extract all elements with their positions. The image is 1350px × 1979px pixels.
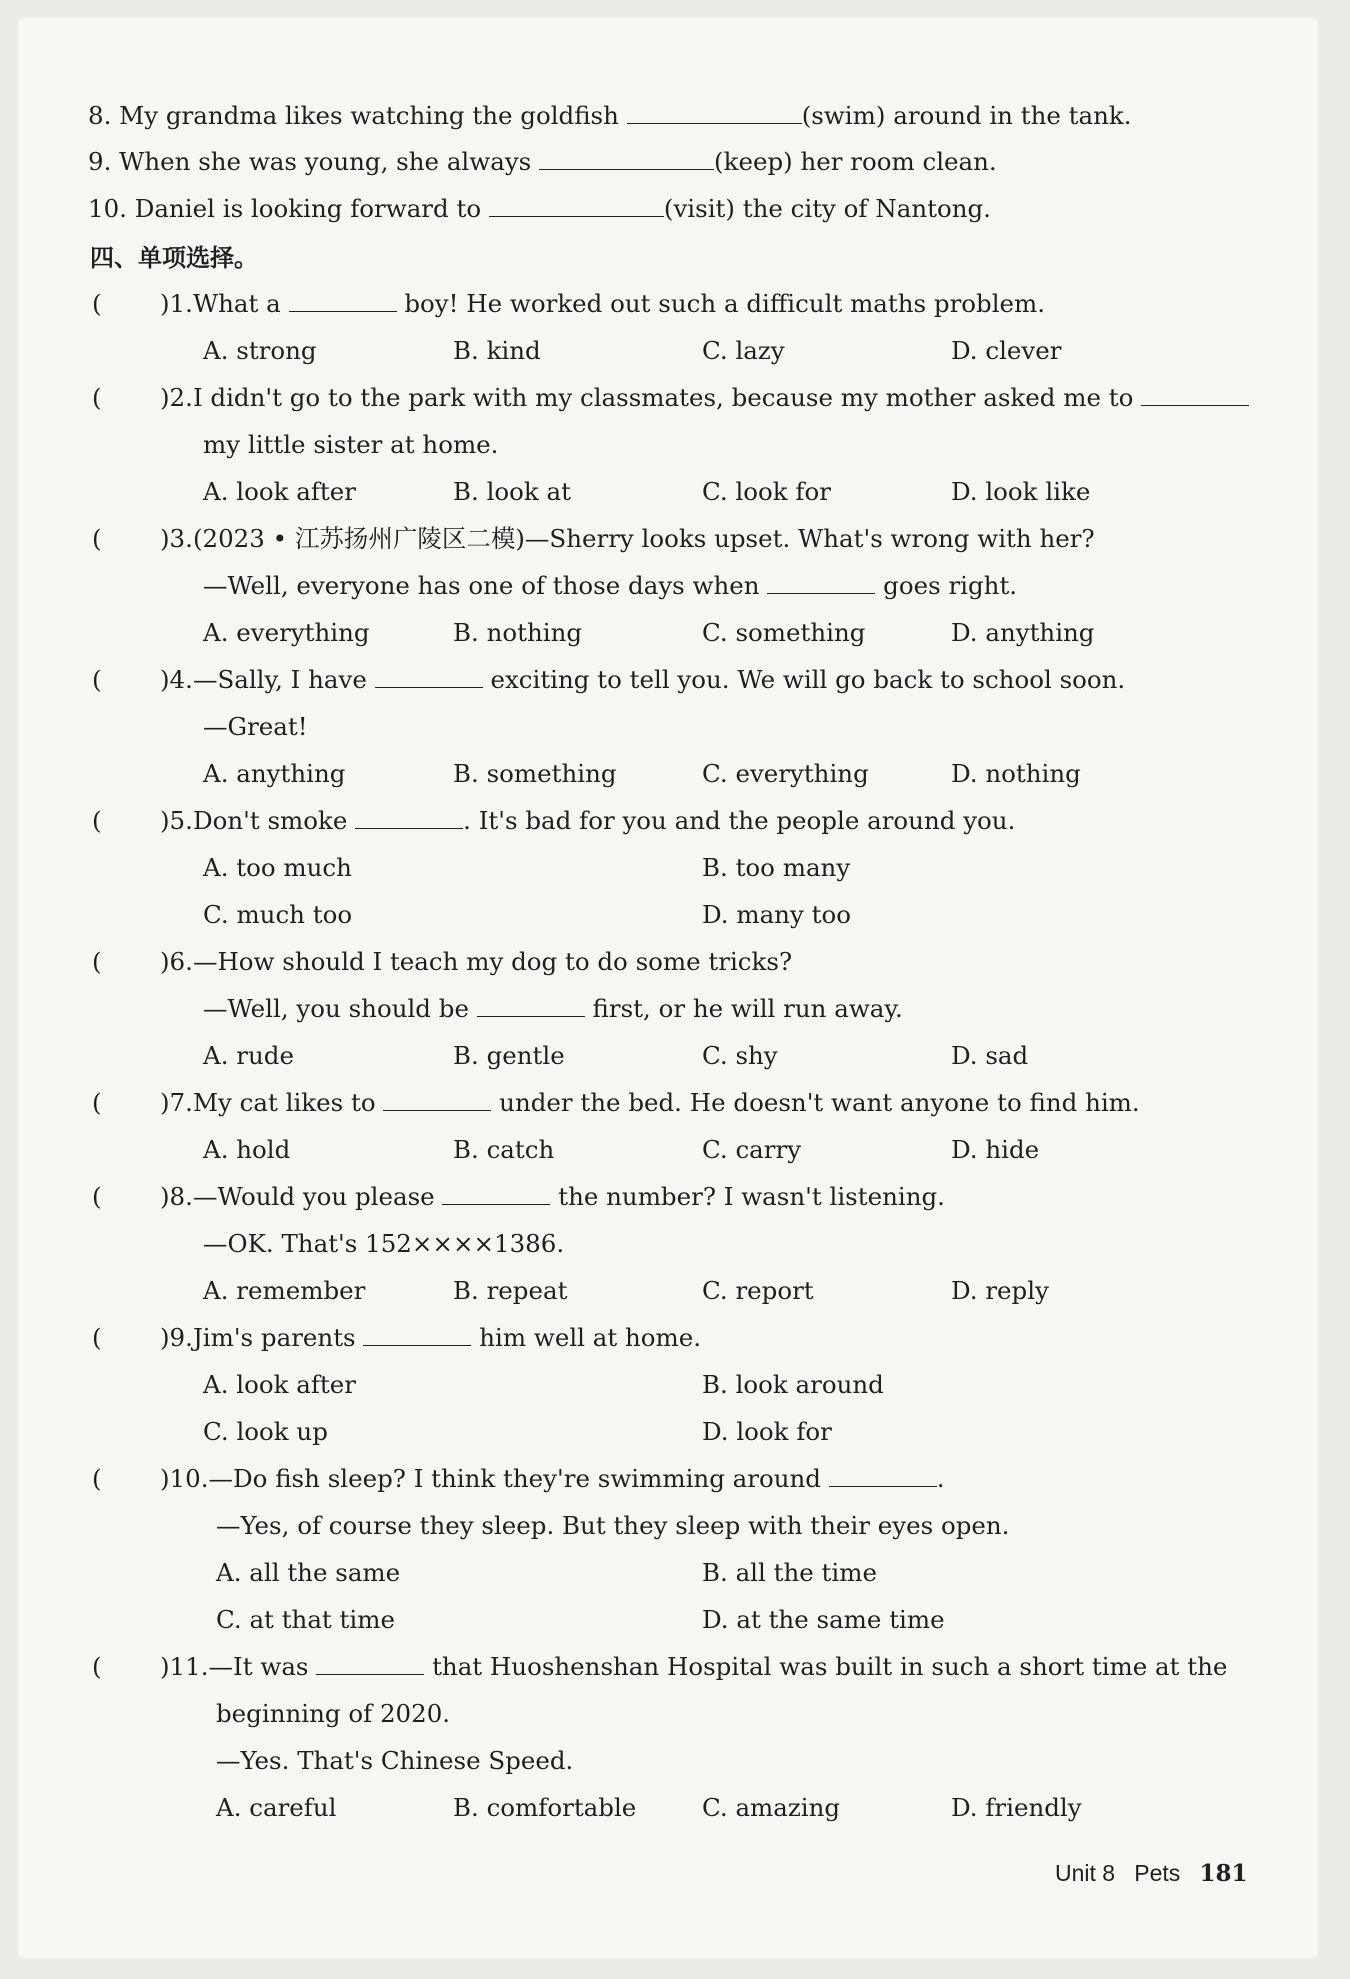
option-c[interactable]: C. at that time: [216, 1605, 395, 1634]
question-11: )11.—It was that Huoshenshan Hospital was built in such a short time at the: [160, 1652, 1228, 1681]
fill-item-10: 10. Daniel is looking forward to (visit) the city of Nantong.: [88, 194, 991, 223]
option-a[interactable]: A. look after: [203, 1370, 356, 1399]
question-11-continued: beginning of 2020.: [216, 1699, 451, 1728]
answer-blank[interactable]: [767, 571, 875, 594]
option-d[interactable]: D. clever: [951, 336, 1062, 365]
answer-paren[interactable]: (: [92, 1088, 102, 1117]
page-number: 181: [1199, 1860, 1248, 1887]
option-a[interactable]: A. remember: [203, 1276, 366, 1305]
question-7: )7.My cat likes to under the bed. He doesn't want anyone to find him.: [160, 1088, 1140, 1117]
answer-blank[interactable]: [355, 806, 463, 829]
option-b[interactable]: B. too many: [702, 853, 851, 882]
answer-paren[interactable]: (: [92, 1652, 102, 1681]
fill-item-9: 9. When she was young, she always (keep) her room clean.: [88, 147, 997, 176]
page-footer: [1055, 1858, 1247, 1889]
answer-paren[interactable]: (: [92, 806, 102, 835]
answer-blank[interactable]: [627, 101, 802, 124]
option-b[interactable]: B. repeat: [453, 1276, 568, 1305]
option-c[interactable]: C. carry: [702, 1135, 802, 1164]
option-a[interactable]: A. strong: [203, 336, 317, 365]
option-b[interactable]: B. nothing: [453, 618, 583, 647]
option-d[interactable]: D. look like: [951, 477, 1091, 506]
answer-blank[interactable]: [289, 289, 397, 312]
option-b[interactable]: B. catch: [453, 1135, 555, 1164]
answer-paren[interactable]: (: [92, 665, 102, 694]
answer-blank[interactable]: [539, 147, 714, 170]
answer-paren[interactable]: (: [92, 524, 102, 553]
option-b[interactable]: B. look at: [453, 477, 572, 506]
question-6-line-2: —Well, you should be first, or he will run away.: [203, 994, 903, 1023]
question-4: )4.—Sally, I have exciting to tell you. We will go back to school soon.: [160, 665, 1126, 694]
question-11-reply: —Yes. That's Chinese Speed.: [216, 1746, 574, 1775]
option-b[interactable]: B. gentle: [453, 1041, 565, 1070]
question-4-continued: —Great!: [203, 712, 308, 741]
answer-paren[interactable]: (: [92, 1323, 102, 1352]
answer-blank[interactable]: [363, 1323, 471, 1346]
answer-blank[interactable]: [316, 1652, 424, 1675]
question-8: )8.—Would you please the number? I wasn't listening.: [160, 1182, 945, 1211]
option-a[interactable]: A. everything: [203, 618, 370, 647]
option-a[interactable]: A. anything: [203, 759, 346, 788]
option-d[interactable]: D. sad: [951, 1041, 1029, 1070]
answer-blank[interactable]: [375, 665, 483, 688]
option-d[interactable]: D. anything: [951, 618, 1095, 647]
answer-paren[interactable]: (: [92, 289, 102, 318]
option-a[interactable]: A. look after: [203, 477, 356, 506]
answer-blank[interactable]: [477, 994, 585, 1017]
option-b[interactable]: B. something: [453, 759, 617, 788]
answer-blank[interactable]: [1141, 383, 1249, 406]
question-1: )1.What a boy! He worked out such a difficult maths problem.: [160, 289, 1046, 318]
question-6: )6.—How should I teach my dog to do some tricks?: [160, 947, 793, 976]
question-10: )10.—Do fish sleep? I think they're swimming around .: [160, 1464, 945, 1493]
section-heading: 四、单项选择。: [90, 244, 258, 272]
footer-unit: Unit 8: [1055, 1860, 1116, 1886]
option-c[interactable]: C. much too: [203, 900, 353, 929]
option-d[interactable]: D. look for: [702, 1417, 832, 1446]
option-c[interactable]: C. report: [702, 1276, 814, 1305]
option-c[interactable]: C. lazy: [702, 336, 785, 365]
fill-item-8: 8. My grandma likes watching the goldfish (swim) around in the tank.: [88, 101, 1132, 130]
option-a[interactable]: A. too much: [203, 853, 352, 882]
option-d[interactable]: D. reply: [951, 1276, 1049, 1305]
answer-blank[interactable]: [829, 1464, 937, 1487]
question-2: )2.I didn't go to the park with my classmates, because my mother asked me to: [160, 382, 1249, 414]
option-a[interactable]: A. hold: [203, 1135, 291, 1164]
footer-title: Pets: [1134, 1860, 1181, 1886]
option-c[interactable]: C. shy: [702, 1041, 778, 1070]
question-9: )9.Jim's parents him well at home.: [160, 1323, 702, 1352]
option-c[interactable]: C. look for: [702, 477, 831, 506]
option-c[interactable]: C. everything: [702, 759, 869, 788]
question-3-line-2: —Well, everyone has one of those days when goes right.: [203, 571, 1018, 600]
question-8-continued: —OK. That's 152××××1386.: [203, 1229, 565, 1258]
option-b[interactable]: B. look around: [702, 1370, 884, 1399]
option-c[interactable]: C. look up: [203, 1417, 328, 1446]
option-a[interactable]: A. careful: [216, 1793, 337, 1822]
answer-blank[interactable]: [383, 1088, 491, 1111]
answer-paren[interactable]: (: [92, 383, 102, 412]
answer-paren[interactable]: (: [92, 947, 102, 976]
option-d[interactable]: D. friendly: [951, 1793, 1082, 1822]
answer-paren[interactable]: (: [92, 1182, 102, 1211]
answer-blank[interactable]: [442, 1182, 550, 1205]
option-a[interactable]: A. rude: [203, 1041, 294, 1070]
question-10-continued: —Yes, of course they sleep. But they sleep with their eyes open.: [216, 1511, 1010, 1540]
option-c[interactable]: C. amazing: [702, 1793, 841, 1822]
option-d[interactable]: D. at the same time: [702, 1605, 945, 1634]
option-c[interactable]: C. something: [702, 618, 866, 647]
option-d[interactable]: D. hide: [951, 1135, 1040, 1164]
option-b[interactable]: B. kind: [453, 336, 541, 365]
option-d[interactable]: D. nothing: [951, 759, 1081, 788]
question-5: )5.Don't smoke . It's bad for you and the people around you.: [160, 806, 1016, 835]
option-b[interactable]: B. all the time: [702, 1558, 877, 1587]
option-b[interactable]: B. comfortable: [453, 1793, 637, 1822]
answer-blank[interactable]: [489, 194, 664, 217]
question-3: )3.(2023 • 江苏扬州广陵区二模)—Sherry looks upset. What's wrong with her?: [160, 524, 1095, 553]
answer-paren[interactable]: (: [92, 1464, 102, 1493]
question-2-continued: my little sister at home.: [203, 430, 499, 459]
option-d[interactable]: D. many too: [702, 900, 851, 929]
option-a[interactable]: A. all the same: [216, 1558, 401, 1587]
